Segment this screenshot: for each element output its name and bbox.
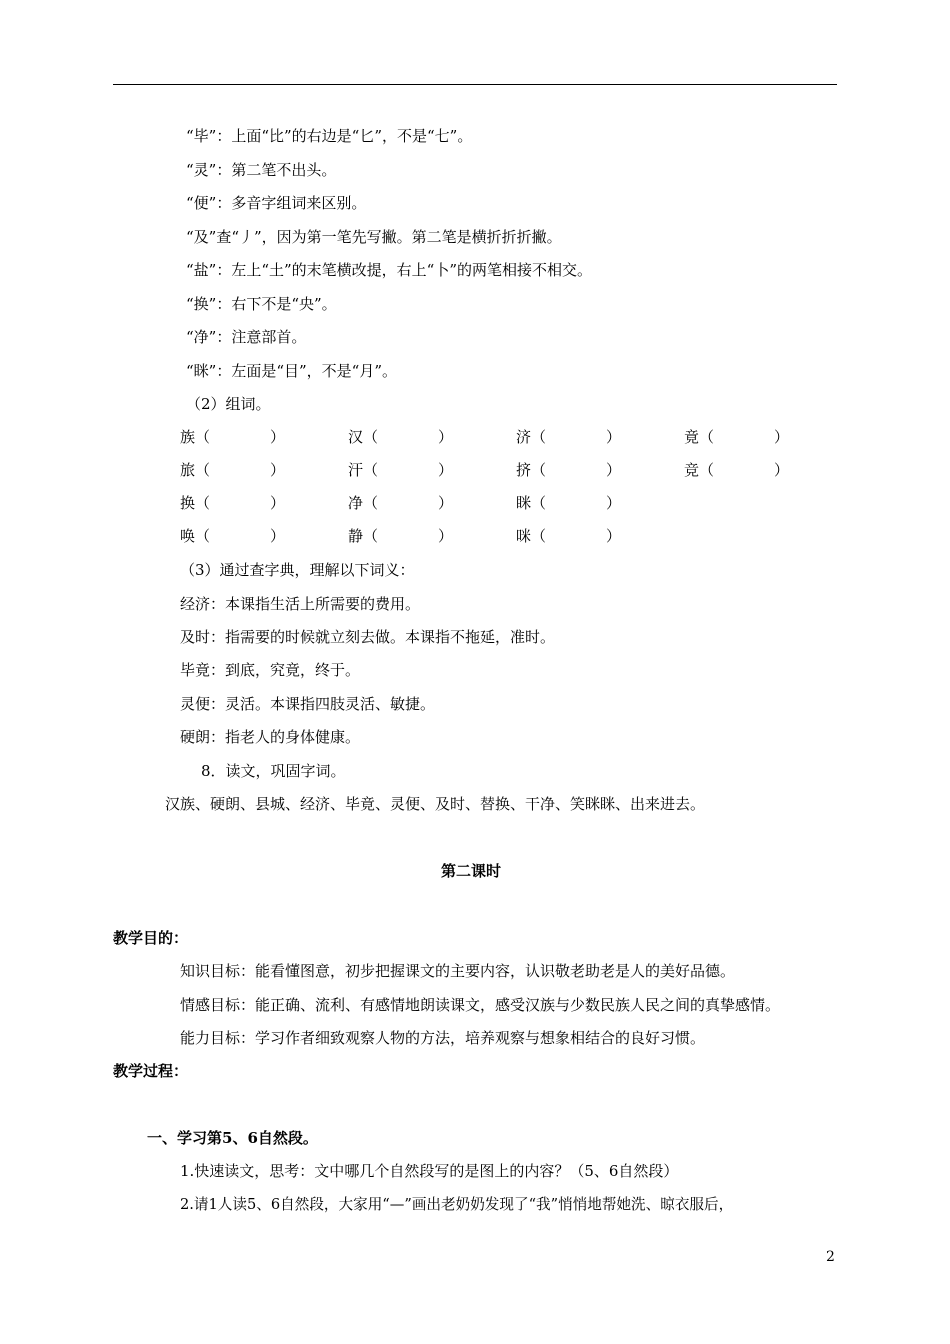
note-line: “眯”：左面是“目”，不是“月”。 (186, 362, 398, 380)
part-1-heading: 一、学习第5、6自然段。 (147, 1129, 318, 1147)
definition-line: 灵便：灵活。本课指四肢灵活、敏捷。 (180, 695, 436, 713)
process-heading: 教学过程： (113, 1062, 189, 1080)
step-8-word-list: 汉族、硬朗、县城、经济、毕竟、灵便、及时、替换、干净、笑眯眯、出来进去。 (165, 795, 706, 813)
word-group-cell: 族（ ） (180, 428, 286, 446)
word-group-cell: 旅（ ） (180, 461, 286, 479)
word-group-cell: 竞（ ） (684, 461, 790, 479)
note-line: “便”：多音字组词来区别。 (186, 194, 367, 212)
goal-line: 知识目标：能看懂图意，初步把握课文的主要内容，认识敬老助老是人的美好品德。 (180, 962, 736, 980)
word-group-cell: 汗（ ） (348, 461, 454, 479)
word-group-cell: 静（ ） (348, 527, 454, 545)
word-group-cell: 汉（ ） (348, 428, 454, 446)
step-8-heading: 8．读文，巩固字词。 (201, 762, 346, 780)
note-line: “毕”：上面“比”的右边是“匕”，不是“七”。 (186, 127, 473, 145)
goal-line: 能力目标：学习作者细致观察人物的方法，培养观察与想象相结合的良好习惯。 (180, 1029, 706, 1047)
lesson-title: 第二课时 (441, 862, 502, 880)
header-rule (113, 84, 837, 85)
note-line: “盐”：左上“土”的末笔横改提，右上“卜”的两笔相接不相交。 (186, 261, 593, 279)
definition-line: 毕竟：到底，究竟，终于。 (180, 661, 361, 679)
note-line: “净”：注意部首。 (186, 328, 307, 346)
note-line: “灵”：第二笔不出头。 (186, 161, 337, 179)
word-group-cell: 唤（ ） (180, 527, 286, 545)
word-group-cell: 济（ ） (516, 428, 622, 446)
word-group-cell: 换（ ） (180, 494, 286, 512)
section-heading-definitions: （3）通过查字典，理解以下词义： (180, 561, 415, 579)
section-heading-word-groups: （2）组词。 (186, 395, 271, 413)
page-number: 2 (826, 1249, 835, 1265)
part-1-item: 1.快速读文，思考：文中哪几个自然段写的是图上的内容？（5、6自然段） (180, 1162, 679, 1180)
note-line: “及”查“丿”，因为第一笔先写撇。第二笔是横折折折撇。 (186, 228, 562, 246)
word-group-cell: 眯（ ） (516, 494, 622, 512)
goal-line: 情感目标：能正确、流利、有感情地朗读课文，感受汉族与少数民族人民之间的真挚感情。 (180, 996, 781, 1014)
definition-line: 硬朗：指老人的身体健康。 (180, 728, 361, 746)
word-group-cell: 挤（ ） (516, 461, 622, 479)
note-line: “换”：右下不是“央”。 (186, 295, 337, 313)
word-group-cell: 净（ ） (348, 494, 454, 512)
part-1-item: 2.请1人读5、6自然段，大家用“—”画出老奶奶发现了“我”悄悄地帮她洗、晾衣服后， (180, 1196, 734, 1213)
word-group-cell: 咪（ ） (516, 527, 622, 545)
word-group-cell: 竟（ ） (684, 428, 790, 446)
goals-heading: 教学目的： (113, 929, 189, 947)
definition-line: 及时：指需要的时候就立刻去做。本课指不拖延，准时。 (180, 628, 556, 646)
definition-line: 经济：本课指生活上所需要的费用。 (180, 595, 421, 613)
